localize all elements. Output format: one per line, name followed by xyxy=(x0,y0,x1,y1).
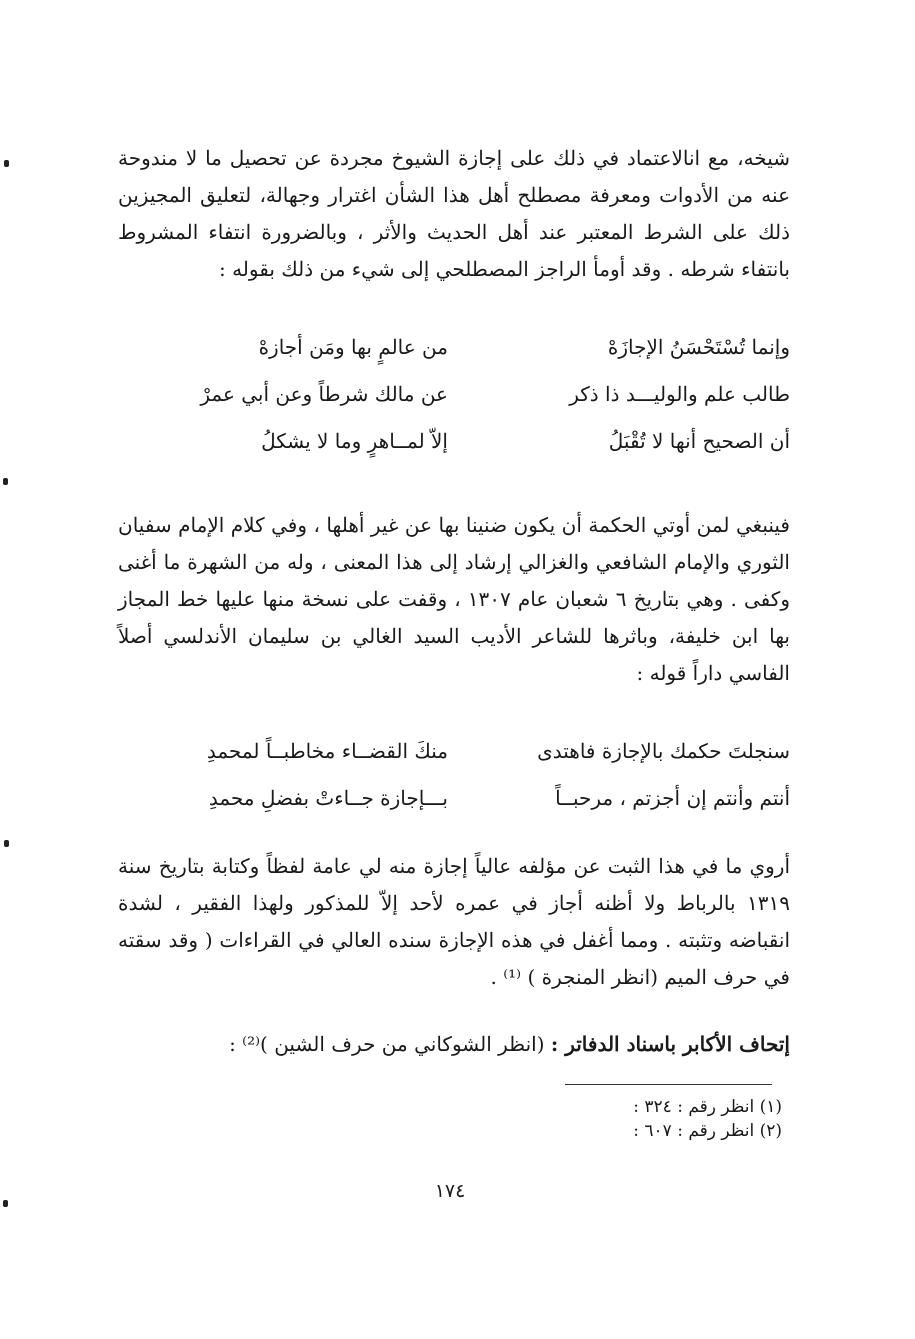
verse-first-hemistich: أنتم وأنتم إن أجزتم ، مرحبــاً xyxy=(555,785,790,810)
footnote-2: (٢) انظر رقم : ٦٠٧ : xyxy=(633,1121,782,1141)
scan-mark xyxy=(3,1200,8,1207)
paragraph-text: فينبغي لمن أوتي الحكمة أن يكون ضنينا بها عن غير أهلها ، وفي كلام الإمام سفيان الثوري والإمام الشافعي والغزالي إرشاد إلى هذا المعنى ، وله من الشهرة ما أغنى وكفى . وهي بتاريخ ٦ شعبان عام ١٣٠٧ ، وقفت على نسخة منها عليها خط المجاز بها ابن خليفة، وباثرها للشاعر الأديب السيد الغالي بن سليمان الأندلسي أصلاً الفاسي داراً قوله : xyxy=(118,513,790,685)
verse-second-hemistich: من عالمٍ بها ومَن أجازهْ xyxy=(258,334,448,359)
verse-first-hemistich: سنجلتَ حكمك بالإجازة فاهتدى xyxy=(537,738,790,763)
poem-verse xyxy=(118,323,790,370)
paragraph-text: شيخه، مع انالاعتماد في ذلك على إجازة الشيوخ مجردة عن تحصيل ما لا مندوحة عنه من الأدوات ومعرفة مصطلح أهل هذا الشأن اغترار وجهالة، لتعليق المجيزين ذلك على الشرط المعتبر عند أهل الحديث والأثر ، وبالضرورة انتفاء المشروط بانتفاء شرطه . وقد أومأ الراجز المصطلحي إلى شيء من ذلك بقوله : xyxy=(118,146,790,281)
footnotes xyxy=(560,1095,782,1143)
verse-second-hemistich: عن مالك شرطاً وعن أبي عمرْ xyxy=(200,381,448,406)
poem-verse xyxy=(118,370,790,417)
verse-first-hemistich: أن الصحيح أنها لا تُقْبَلُ xyxy=(608,428,790,453)
page-number: ١٧٤ xyxy=(434,1180,466,1202)
scan-mark xyxy=(4,160,9,167)
paragraph-narration xyxy=(118,848,790,996)
poem-2 xyxy=(118,727,790,821)
verse-first-hemistich: وإنما تُسْتَحْسَنُ الإجازَهْ xyxy=(607,334,790,359)
paragraph-wisdom xyxy=(118,507,790,692)
scan-mark xyxy=(4,840,9,847)
entry-heading xyxy=(118,1026,790,1063)
paragraph-intro xyxy=(118,140,790,288)
verse-second-hemistich: منكَ القضــاء مخاطبــاً لمحمدِ xyxy=(206,738,448,763)
verse-first-hemistich: طالب علم والوليـــد ذا ذكر xyxy=(569,381,790,406)
footnote-1: (١) انظر رقم : ٣٢٤ : xyxy=(633,1097,782,1117)
verse-second-hemistich: إلاّ لمــاهرٍ وما لا يشكلُ xyxy=(261,428,448,453)
poem-1 xyxy=(118,323,790,464)
poem-verse xyxy=(118,774,790,821)
footnote-separator xyxy=(565,1084,772,1085)
poem-verse xyxy=(118,417,790,464)
entry-reference: (انظر الشوكاني من حرف الشين )⁽²⁾ : xyxy=(229,1032,551,1056)
paragraph-text: أروي ما في هذا الثبت عن مؤلفه عالياً إجازة منه لي عامة لفظاً وكتابة بتاريخ سنة ١٣١٩ بالرباط ولا أظنه أجاز في عمره لأحد إلاّ للمذكور ولهذا الفقير ، لشدة انقباضه وتثبته . ومما أغفل في هذه الإجازة سنده العالي في القراءات ( وقد سقته في حرف الميم (انظر المنجرة ) ⁽¹⁾ . xyxy=(118,854,790,989)
poem-verse xyxy=(118,727,790,774)
entry-title: إتحاف الأكابر باسناد الدفاتر : xyxy=(550,1032,790,1056)
verse-second-hemistich: بـــإجازة جــاءتْ بفضلِ محمدِ xyxy=(208,785,448,810)
scan-mark xyxy=(3,478,8,485)
